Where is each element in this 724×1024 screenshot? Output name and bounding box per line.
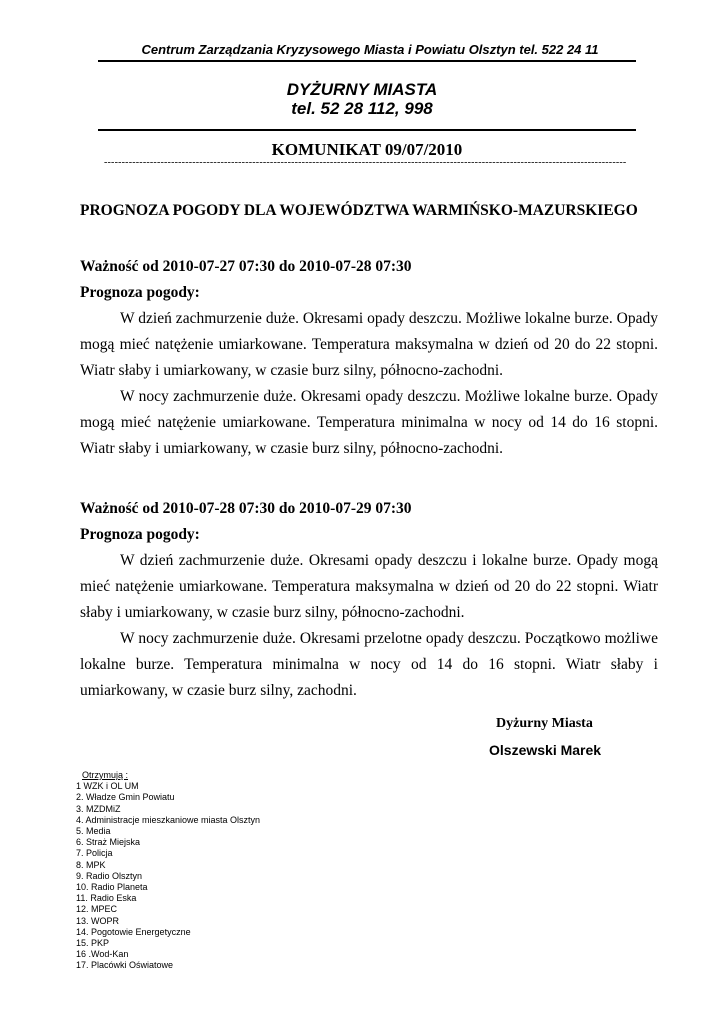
night-forecast-text: W nocy zachmurzenie duże. Okresami opady deszczu. Możliwe lokalne burze. Opady mogą mieć natężenie umiarkowane. Temperatura minimalna w nocy od 14 do 16 stopni. Wiatr słaby i umiarkowany, w czasie burz silny, północno-zachodni.	[80, 388, 658, 457]
header-rule-top	[98, 60, 636, 62]
forecast-label: Prognoza pogody:	[80, 284, 200, 301]
recipients-title: Otrzymują :	[82, 770, 129, 780]
recipient-item: 2. Władze Gmin Powiatu	[76, 792, 175, 803]
forecast-heading: PROGNOZA POGODY DLA WOJEWÓDZTWA WARMIŃSKO-MAZURSKIEGO	[80, 202, 638, 219]
forecast-label: Prognoza pogody:	[80, 526, 200, 543]
recipient-item: 9. Radio Olsztyn	[76, 870, 143, 881]
organization-header: Centrum Zarządzania Kryzysowego Miasta i Powiatu Olsztyn tel. 522 24 11	[141, 42, 599, 57]
duty-phone: tel. 52 28 112, 998	[291, 99, 433, 118]
header-rule-bottom	[98, 129, 636, 131]
recipient-item: 1 WZK i OL UM	[76, 781, 139, 792]
duty-title: DYŻURNY MIASTA	[286, 80, 438, 99]
recipient-item: 17. Placówki Oświatowe	[76, 960, 174, 971]
recipient-item: 10. Radio Planeta	[76, 882, 148, 893]
night-forecast-text: W nocy zachmurzenie duże. Okresami przelotne opady deszczu. Początkowo możliwe lokalne burze. Temperatura minimalna w nocy od 14 do 16 stopni. Wiatr słaby i umiarkowany, w czasie burz silny, zachodni.	[80, 630, 658, 699]
recipients-list	[76, 770, 260, 972]
recipient-item: 14. Pogotowie Energetyczne	[76, 926, 191, 937]
forecast-period-1	[80, 254, 658, 462]
validity-period: Ważność od 2010-07-27 07:30 do 2010-07-28 07:30	[80, 258, 412, 275]
signature-name: Olszewski Marek	[489, 742, 602, 758]
recipient-item: 16 .Wod-Kan	[76, 949, 129, 960]
recipient-item: 4. Administracje mieszkaniowe miasta Olsztyn	[76, 814, 261, 825]
recipient-item: 15. PKP	[76, 938, 110, 949]
recipient-item: 11. Radio Eska	[76, 893, 137, 904]
communique-number: KOMUNIKAT 09/07/2010	[271, 140, 463, 159]
recipient-item: 3. MZDMiZ	[76, 803, 121, 814]
duty-office-block	[0, 80, 724, 118]
forecast-period-2	[80, 496, 658, 704]
day-forecast-text: W dzień zachmurzenie duże. Okresami opady deszczu. Możliwe lokalne burze. Opady mogą mieć natężenie umiarkowane. Temperatura maksymalna w dzień od 20 do 22 stopni. Wiatr słaby i umiarkowany, w czasie burz silny, północno-zachodni.	[80, 310, 658, 379]
dash-separator: ----------------------------------------------------------------------------------------------------------------------------------------------------	[104, 158, 627, 168]
recipient-item: 13. WOPR	[76, 915, 120, 926]
signature-role: Dyżurny Miasta	[496, 716, 593, 731]
day-forecast-text: W dzień zachmurzenie duże. Okresami opady deszczu i lokalne burze. Opady mogą mieć natężenie umiarkowane. Temperatura maksymalna w dzień od 20 do 22 stopni. Wiatr słaby i umiarkowany, w czasie burz silny, północno-zachodni.	[80, 552, 658, 621]
validity-period: Ważność od 2010-07-28 07:30 do 2010-07-29 07:30	[80, 500, 412, 517]
recipient-item: 12. MPEC	[76, 904, 118, 915]
recipient-item: 5. Media	[76, 826, 111, 837]
recipient-item: 8. MPK	[76, 859, 106, 870]
recipient-item: 6. Straż Miejska	[76, 837, 141, 848]
recipient-item: 7. Policja	[76, 848, 113, 859]
